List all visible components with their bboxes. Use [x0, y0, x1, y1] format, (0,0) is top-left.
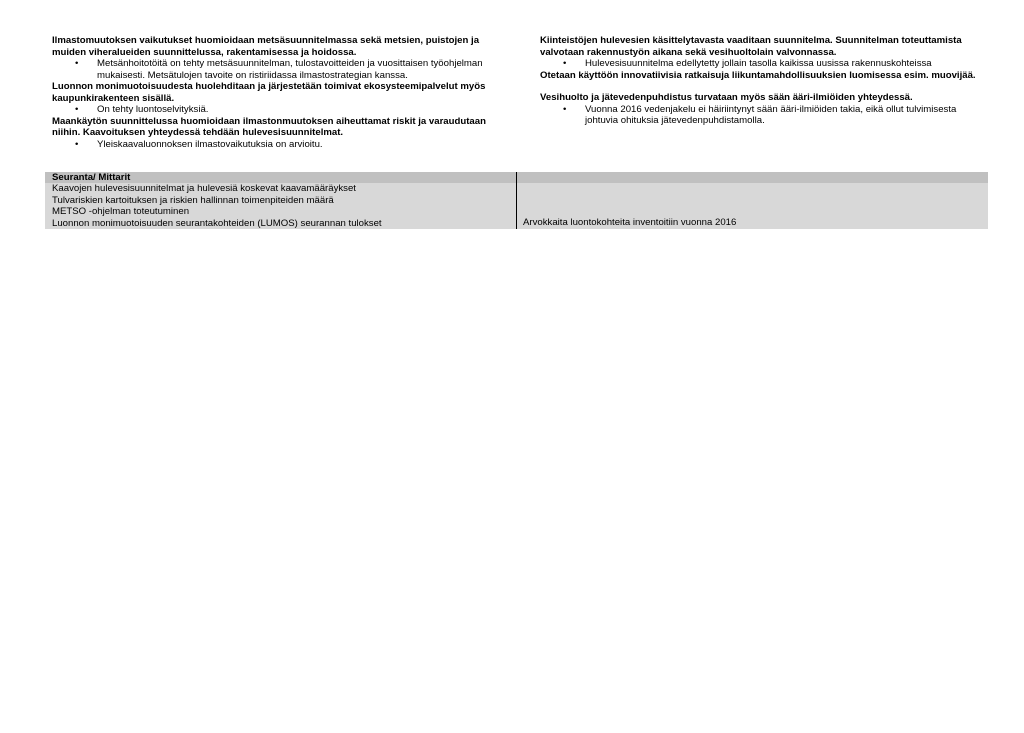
list-item: • Vuonna 2016 vedenjakelu ei häiriintynyt sään ääri-ilmiöiden takia, eikä ollut tulvimisesta johtuvia ohituksia jätevedenpuhdistamolla. [540, 104, 980, 127]
monitoring-table [45, 172, 988, 229]
right-paragraph-3: Vesihuolto ja jätevedenpuhdistus turvataan myös sään ääri-ilmiöiden yhteydessä. [540, 92, 913, 103]
table-row: Tulvariskien kartoituksen ja riskien hallinnan toimenpiteiden määrä [52, 194, 334, 206]
list-item: • Metsänhoitotöitä on tehty metsäsuunnitelman, tulostavoitteiden ja vuosittaisen työohjelman mukaisesti. Metsätulojen tavoite on ristiriidassa ilmastostrategian kanssa. [52, 58, 502, 81]
left-paragraph-1: Ilmastomuutoksen vaikutukset huomioidaan metsäsuunnitelmassa sekä metsien, puistojen ja muiden viheralueiden suunnittelussa, rakentamisessa ja hoidossa. [52, 35, 480, 58]
left-list-2 [52, 104, 502, 116]
table-row: METSO -ohjelman toteutuminen [52, 206, 190, 217]
table-body [45, 183, 988, 229]
right-note: Arvokkaita luontokohteita inventoitiin vuonna 2016 [523, 217, 737, 228]
right-paragraph-1: Kiinteistöjen hulevesien käsittelytavasta vaaditaan suunnitelma. Suunnitelman toteuttamista valvotaan rakennustyön aikana sekä vesihuoltolain valvonnassa. [540, 35, 962, 58]
left-list-3 [52, 139, 502, 151]
metrics-list [52, 183, 512, 229]
right-list-1 [540, 58, 980, 70]
right-list-2 [540, 104, 980, 127]
left-column [52, 35, 502, 150]
left-list-1 [52, 58, 502, 81]
table-row: Kaavojen hulevesisuunnitelmat ja hulevesiä koskevat kaavamääräykset [52, 183, 356, 194]
left-paragraph-2: Luonnon monimuotoisuudesta huolehditaan ja järjestetään toimivat ekosysteemipalvelut myös kaupunkirakenteen sisällä. [52, 81, 486, 104]
right-paragraph-2: Otetaan käyttöön innovatiivisia ratkaisuja liikuntamahdollisuuksien luomisessa esim. muovijää. [540, 69, 976, 81]
list-item: • On tehty luontoselvityksiä. [52, 104, 502, 116]
list-item: • Hulevesisuunnitelma edellytetty jollain tasolla kaikissa uusissa rakennuskohteissa [540, 58, 980, 70]
column-divider [516, 183, 517, 229]
table-row: Luonnon monimuotoisuuden seurantakohteiden (LUMOS) seurannan tulokset [52, 217, 382, 229]
right-column [540, 35, 980, 127]
list-item: • Yleiskaavaluonnoksen ilmastovaikutuksia on arvioitu. [52, 139, 502, 151]
left-paragraph-3: Maankäytön suunnittelussa huomioidaan ilmastonmuutoksen aiheuttamat riskit ja varaudutaan niihin. Kaavoituksen yhteydessä tehdään hulevesisuunnitelmat. [52, 115, 486, 138]
spacer [540, 81, 980, 92]
table-header [45, 172, 988, 183]
column-divider [516, 172, 517, 183]
table-header-label: Seuranta/ Mittarit [52, 172, 131, 183]
